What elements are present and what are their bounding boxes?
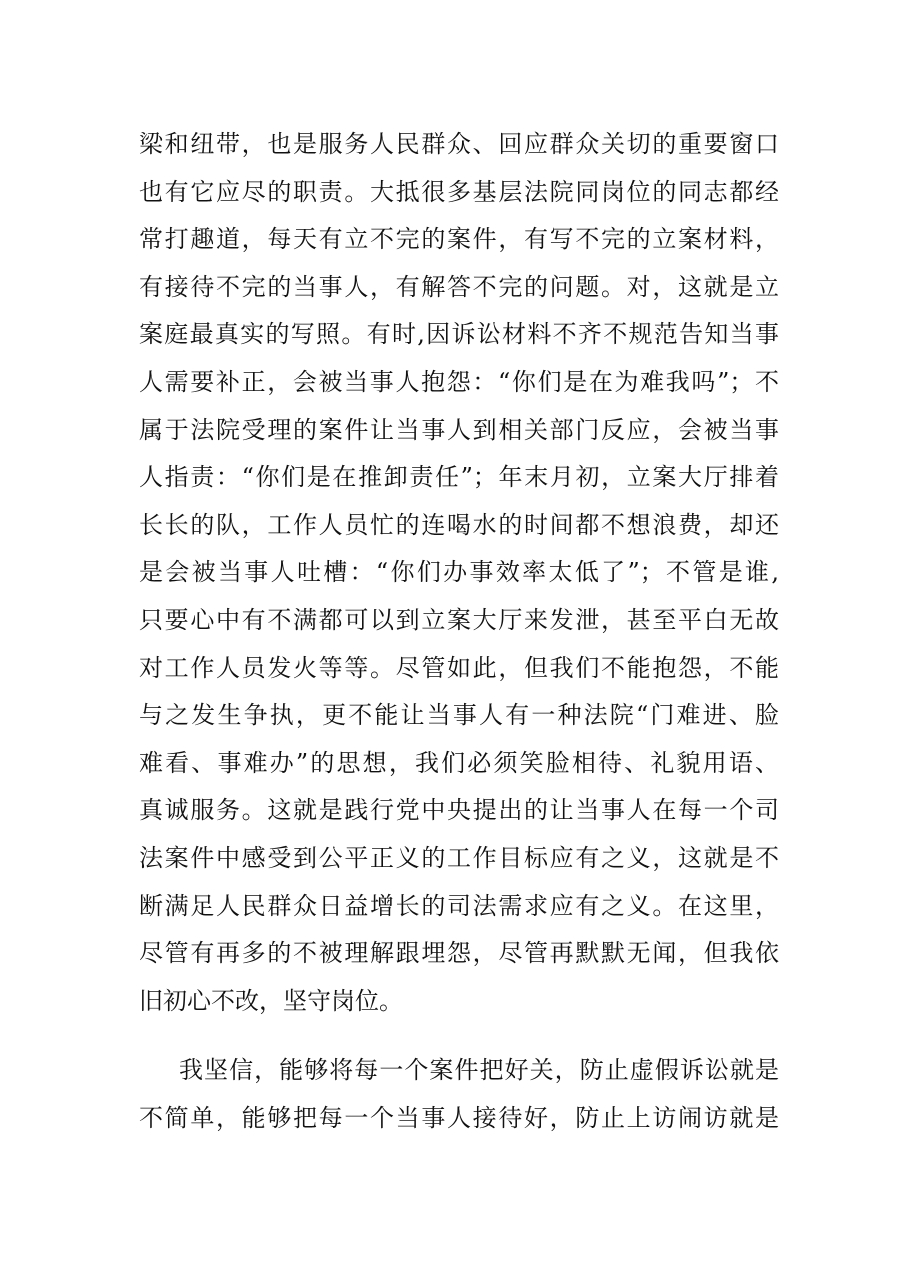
paragraph-line: 梁和纽带，也是服务人民群众、回应群众关切的重要窗口 xyxy=(139,130,779,158)
paragraph-line: 是会被当事人吐槽：“你们办事效率太低了”；不管是谁, xyxy=(139,558,779,587)
paragraph-line: 有接待不完的当事人，有解答不完的问题。对，这就是立 xyxy=(139,272,779,301)
paragraph-line: 长长的队，工作人员忙的连喝水的时间都不想浪费，却还 xyxy=(139,510,779,539)
paragraph-line: 对工作人员发火等等。尽管如此，但我们不能抱怨，不能 xyxy=(139,653,779,682)
paragraph-line: 人指责：“你们是在推卸责任”；年末月初，立案大厅排着 xyxy=(139,463,779,492)
paragraph-line: 法案件中感受到公平正义的工作目标应有之义，这就是不 xyxy=(139,843,779,872)
paragraph-line: 与之发生争执，更不能让当事人有一种法院“门难进、脸 xyxy=(139,701,779,730)
paragraph-line: 只要心中有不满都可以到立案大厅来发泄，甚至平白无故 xyxy=(139,605,779,634)
paragraph-line: 也有它应尽的职责。大抵很多基层法院同岗位的同志都经 xyxy=(139,177,779,206)
paragraph-line: 尽管有再多的不被理解跟埋怨，尽管再默默无闻，但我依 xyxy=(139,939,779,968)
paragraph-line: 属于法院受理的案件让当事人到相关部门反应，会被当事 xyxy=(139,415,779,444)
document-body xyxy=(139,121,779,1142)
paragraph-line: 旧初心不改，坚守岗位。 xyxy=(139,986,403,1015)
paragraph-line: 不简单，能够把每一个当事人接待好，防止上访闹访就是 xyxy=(139,1103,779,1132)
paragraph-line: 真诚服务。这就是践行党中央提出的让当事人在每一个司 xyxy=(139,796,779,825)
paragraph-2 xyxy=(139,1047,779,1142)
paragraph-line: 人需要补正，会被当事人抱怨：“你们是在为难我吗”；不 xyxy=(139,367,779,396)
paragraph-line: 常打趣道，每天有立不完的案件，有写不完的立案材料， xyxy=(139,225,779,254)
paragraph-line: 案庭最真实的写照。有时,因诉讼材料不齐不规范告知当事 xyxy=(139,320,779,349)
paragraph-line: 我坚信，能够将每一个案件把好关，防止虚假诉讼就是 xyxy=(179,1056,779,1085)
paragraph-gap xyxy=(139,1025,779,1047)
paragraph-line: 断满足人民群众日益增长的司法需求应有之义。在这里， xyxy=(139,891,779,920)
paragraph-line: 难看、事难办”的思想，我们必须笑脸相待、礼貌用语、 xyxy=(139,748,779,777)
paragraph-1 xyxy=(139,121,779,1025)
